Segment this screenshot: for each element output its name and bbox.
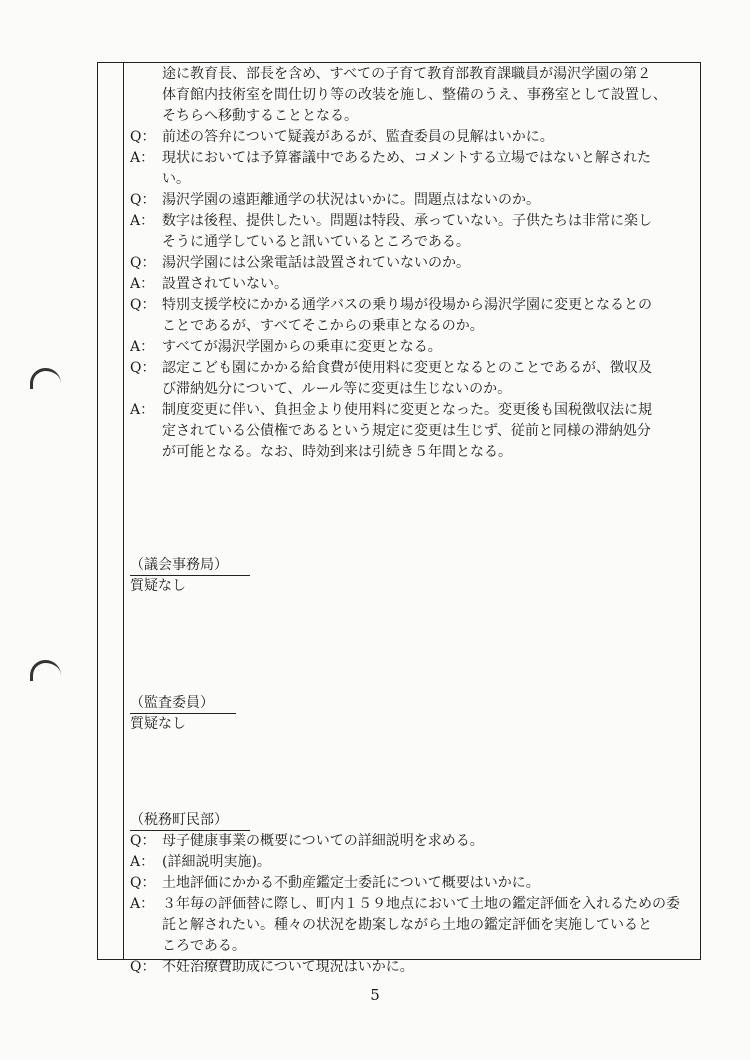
question-line xyxy=(130,379,696,400)
section-body: 質疑なし xyxy=(130,578,186,594)
question-line xyxy=(130,831,696,852)
answer-line xyxy=(130,337,696,358)
question-line xyxy=(130,957,696,978)
qa-marker: A： xyxy=(130,896,155,912)
section-heading: （議会事務局） xyxy=(130,555,250,576)
question-line xyxy=(130,358,696,379)
qa-text: 数字は後程、提供したい。問題は特段、承っていない。子供たちは非常に楽し xyxy=(162,213,652,229)
binder-hole-mark xyxy=(30,368,61,389)
qa-marker: A： xyxy=(130,150,155,166)
qa-text: すべてが湯沢学園からの乗車に変更となる。 xyxy=(162,339,442,355)
answer-line xyxy=(130,442,696,463)
answer-line xyxy=(130,211,696,232)
answer-line xyxy=(130,894,696,915)
binder-hole-mark xyxy=(30,660,61,681)
intro-continuation xyxy=(130,64,696,127)
margin-rule xyxy=(123,62,124,960)
section-gikai xyxy=(130,555,696,597)
section-kansa xyxy=(130,693,696,735)
qa-text: 特別支援学校にかかる通学バスの乗り場が役場から湯沢学園に変更となるとの xyxy=(162,297,652,313)
qa-text: 母子健康事業の概要についての詳細説明を求める。 xyxy=(162,833,484,849)
qa-text: 湯沢学園には公衆電話は設置されていないのか。 xyxy=(162,255,470,271)
qa-block xyxy=(130,831,696,978)
qa-text: び滞納処分について、ルール等に変更は生じないのか。 xyxy=(162,381,512,397)
section-body: 質疑なし xyxy=(130,716,186,732)
answer-line xyxy=(130,915,696,936)
qa-text: 定されている公債権であるという規定に変更は生じず、従前と同様の滞納処分 xyxy=(162,423,651,439)
qa-marker: Q： xyxy=(130,297,156,313)
question-line xyxy=(130,253,696,274)
text-line: 途に教育長、部長を含め、すべての子育て教育部教育課職員が湯沢学園の第２ xyxy=(162,66,652,82)
qa-text: 土地評価にかかる不動産鑑定士委託について概要はいかに。 xyxy=(162,875,540,891)
qa-marker: Q： xyxy=(130,959,156,975)
qa-text: 不妊治療費助成について現況はいかに。 xyxy=(162,959,414,975)
question-line xyxy=(130,127,696,148)
qa-text: ３年毎の評価替に際し、町内１５９地点において土地の鑑定評価を入れるための委 xyxy=(162,896,680,912)
qa-text: 前述の答弁について疑義があるが、監査委員の見解はいかに。 xyxy=(162,129,554,145)
qa-text: 制度変更に伴い、負担金より使用料に変更となった。変更後も国税徴収法に規 xyxy=(162,402,652,418)
qa-text: 認定こども園にかかる給食費が使用料に変更となるとのことであるが、徴収及 xyxy=(162,360,652,376)
qa-text: 湯沢学園の遠距離通学の状況はいかに。問題点はないのか。 xyxy=(162,192,540,208)
qa-marker: Q： xyxy=(130,192,156,208)
minutes-content xyxy=(130,64,696,978)
answer-line xyxy=(130,421,696,442)
qa-text: そうに通学していると訊いているところである。 xyxy=(162,234,470,250)
question-line xyxy=(130,295,696,316)
qa-marker: A： xyxy=(130,402,155,418)
qa-text: ころである。 xyxy=(162,938,246,954)
qa-marker: A： xyxy=(130,213,155,229)
answer-line xyxy=(130,400,696,421)
text-line: そちらへ移動することとなる。 xyxy=(162,108,358,124)
question-line xyxy=(130,316,696,337)
qa-marker: Q： xyxy=(130,255,156,271)
qa-text: 託と解されたい。種々の状況を勘案しながら土地の鑑定評価を実施していると xyxy=(162,917,652,933)
answer-line xyxy=(130,169,696,190)
answer-line xyxy=(130,148,696,169)
qa-marker: A： xyxy=(130,854,155,870)
qa-text: ことであるが、すべてそこからの乗車となるのか。 xyxy=(162,318,484,334)
answer-line xyxy=(130,936,696,957)
section-zeimu xyxy=(130,810,696,978)
qa-marker: A： xyxy=(130,276,155,292)
section-heading: （監査委員） xyxy=(130,693,236,714)
page-number: 5 xyxy=(370,986,380,1004)
qa-marker: Q： xyxy=(130,875,156,891)
qa-marker: Q： xyxy=(130,129,156,145)
qa-block xyxy=(130,127,696,463)
qa-text: が可能となる。なお、時効到来は引続き５年間となる。 xyxy=(162,444,512,460)
text-line: 体育館内技術室を間仕切り等の改装を施し、整備のうえ、事務室として設置し、 xyxy=(162,87,667,103)
qa-marker: A： xyxy=(130,339,155,355)
qa-text: い。 xyxy=(162,171,190,187)
question-line xyxy=(130,873,696,894)
question-line xyxy=(130,190,696,211)
answer-line xyxy=(130,232,696,253)
answer-line xyxy=(130,274,696,295)
qa-marker: Q： xyxy=(130,360,156,376)
qa-marker: Q： xyxy=(130,833,156,849)
qa-text: 現状においては予算審議中であるため、コメントする立場ではないと解された xyxy=(162,150,652,166)
qa-text: (詳細説明実施)。 xyxy=(162,854,271,870)
section-heading: （税務町民部） xyxy=(130,810,250,831)
answer-line xyxy=(130,852,696,873)
qa-text: 設置されていない。 xyxy=(162,276,288,292)
